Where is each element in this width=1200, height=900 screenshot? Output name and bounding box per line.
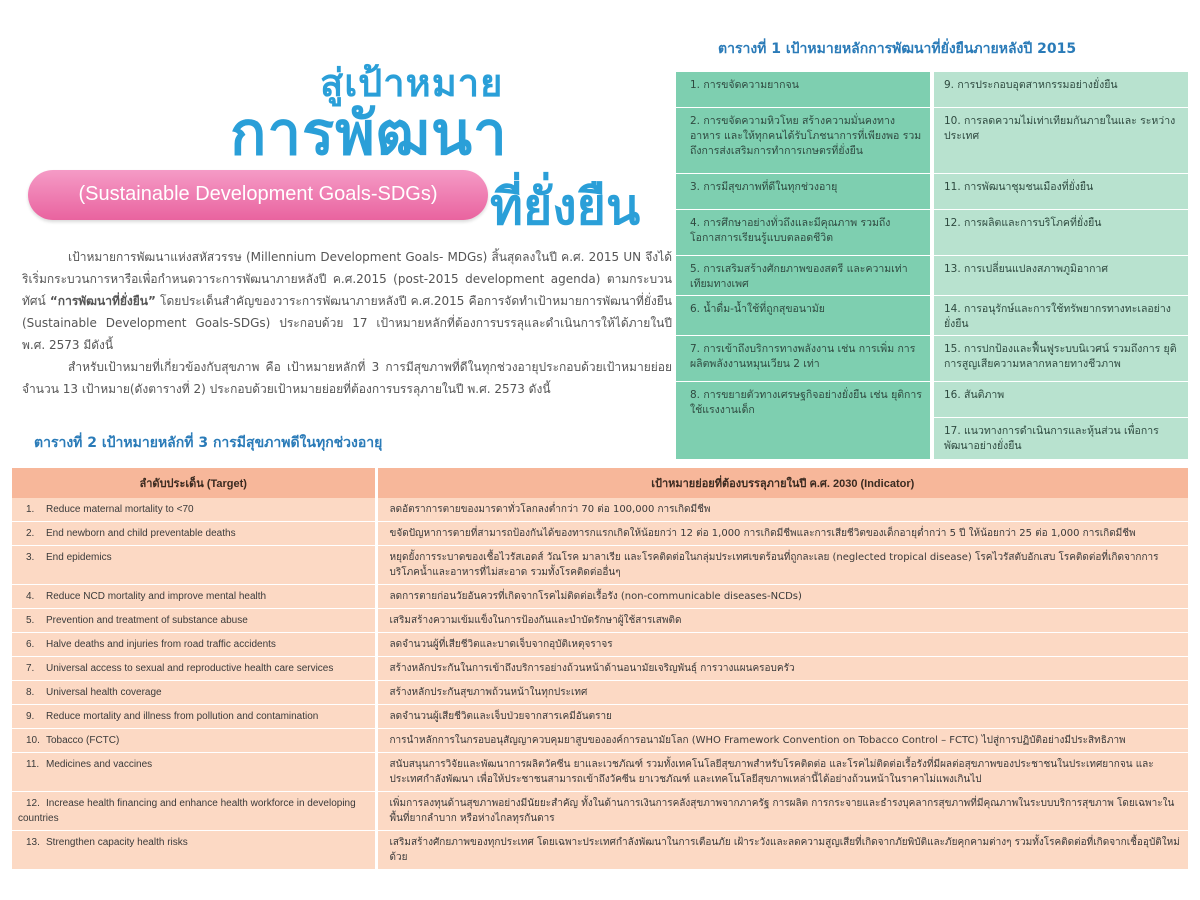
target-text: Universal health coverage xyxy=(46,687,162,698)
table-row xyxy=(12,729,1188,753)
table-row xyxy=(12,522,1188,546)
target-number: 6. xyxy=(26,639,35,650)
target-cell xyxy=(12,729,376,753)
target-cell xyxy=(12,681,376,705)
title-line-3: ที่ยั่งยืน xyxy=(490,178,641,236)
indicator-cell: ลดจำนวนผู้เสียชีวิตและเจ็บป่วยจากสารเคมีอันตราย xyxy=(376,705,1188,729)
target-text: End newborn and child preventable deaths xyxy=(46,528,236,539)
goal-cell: 6. น้ำดื่ม-น้ำใช้ที่ถูกสุขอนามัย xyxy=(676,296,930,336)
table1-right-column xyxy=(934,72,1188,460)
indicator-cell: เสริมสร้างศักยภาพของทุกประเทศ โดยเฉพาะประเทศกำลังพัฒนาในการเตือนภัย เฝ้าระวังและลดความสูญเสียที่เกิดจากภัยพิบัติและภัยคุกคามต่างๆ รวมทั้งโรคติดต่อที่เกิดจากเชื้ออุบัติใหม่ด้วย xyxy=(376,831,1188,870)
target-number: 12. xyxy=(26,798,40,809)
target-text: Universal access to sexual and reproductive health care services xyxy=(46,663,334,674)
indicator-cell: ลดอัตราการตายของมารดาทั่วโลกลงต่ำกว่า 70 ต่อ 100,000 การเกิดมีชีพ xyxy=(376,498,1188,522)
table2-health-targets xyxy=(12,468,1188,870)
table-row xyxy=(12,609,1188,633)
intro-paragraph-1 xyxy=(22,246,672,356)
target-cell xyxy=(12,753,376,792)
target-cell xyxy=(12,792,376,831)
target-text: Halve deaths and injuries from road traffic accidents xyxy=(46,639,276,650)
goal-cell: 3. การมีสุขภาพที่ดีในทุกช่วงอายุ xyxy=(676,174,930,210)
goal-cell: 16. สันติภาพ xyxy=(934,382,1188,418)
target-text: Reduce NCD mortality and improve mental health xyxy=(46,591,267,602)
indicator-cell: เพิ่มการลงทุนด้านสุขภาพอย่างมีนัยยะสำคัญ ทั้งในด้านการเงินการคลังสุขภาพจากภาครัฐ การผลิต การกระจายและธำรงบุคลากรสุขภาพที่มีคุณภาพในระบบบริการสุขภาพ โดยเฉพาะในพื้นที่ยากลำบาก หรือห่างไกลทุรกันดาร xyxy=(376,792,1188,831)
target-cell xyxy=(12,585,376,609)
table1-sdg-goals xyxy=(676,72,1188,460)
goal-cell: 1. การขจัดความยากจน xyxy=(676,72,930,108)
target-number: 11. xyxy=(26,759,40,770)
target-cell xyxy=(12,705,376,729)
indicator-cell: สนับสนุนการวิจัยและพัฒนาการผลิตวัคซีน ยาและเวชภัณฑ์ รวมทั้งเทคโนโลยีสุขภาพสำหรับโรคติดต่อ และโรคไม่ติดต่อเรื้อรังที่มีผลต่อสุขภาพของประชาชนในประเทศยากจน และประเทศกำลังพัฒนา เพื่อให้ประชาชนสามารถเข้าถึงวัคซีน ยาเวชภัณฑ์ และเทคโนโลยีสุขภาพเหล่านี้ได้อย่างถ้วนหน้าในราคาไม่แพงเกินไป xyxy=(376,753,1188,792)
goal-cell: 12. การผลิตและการบริโภคที่ยั่งยืน xyxy=(934,210,1188,256)
goal-cell: 14. การอนุรักษ์และการใช้ทรัพยากรทางทะเลอย่างยั่งยืน xyxy=(934,296,1188,336)
target-cell xyxy=(12,609,376,633)
sdgs-pill-banner xyxy=(28,170,488,220)
goal-cell: 9. การประกอบอุตสาหกรรมอย่างยั่งยืน xyxy=(934,72,1188,108)
table2-body xyxy=(12,498,1188,870)
target-cell xyxy=(12,498,376,522)
table-row xyxy=(12,792,1188,831)
target-number: 13. xyxy=(26,837,40,848)
table-row xyxy=(12,546,1188,585)
goal-cell: 4. การศึกษาอย่างทั่วถึงและมีคุณภาพ รวมถึง โอกาสการเรียนรู้แบบตลอดชีวิต xyxy=(676,210,930,256)
target-text: Tobacco (FCTC) xyxy=(46,735,120,746)
table-row xyxy=(12,681,1188,705)
header-target: ลำดับประเด็น (Target) xyxy=(12,468,376,498)
goal-cell: 8. การขยายตัวทางเศรษฐกิจอย่างยั่งยืน เช่น ยุติการใช้แรงงานเด็ก xyxy=(676,382,930,460)
target-text: Reduce maternal mortality to <70 xyxy=(46,504,194,515)
target-cell xyxy=(12,633,376,657)
indicator-cell: ขจัดปัญหาการตายที่สามารถป้องกันได้ของทารกแรกเกิดให้น้อยกว่า 12 ต่อ 1,000 การเกิดมีชีพและการเสียชีวิตของเด็กอายุต่ำกว่า 5 ปี ให้น้อยกว่า 25 ต่อ 1,000 การเกิดมีชีพ xyxy=(376,522,1188,546)
target-number: 9. xyxy=(26,711,35,722)
header-indicator: เป้าหมายย่อยที่ต้องบรรลุภายในปี ค.ศ. 2030 (Indicator) xyxy=(376,468,1188,498)
goal-cell: 13. การเปลี่ยนแปลงสภาพภูมิอากาศ xyxy=(934,256,1188,296)
indicator-cell: ลดจำนวนผู้ที่เสียชีวิตและบาดเจ็บจากอุบัติเหตุจราจร xyxy=(376,633,1188,657)
target-text: Prevention and treatment of substance abuse xyxy=(46,615,248,626)
target-cell xyxy=(12,831,376,870)
goal-cell: 2. การขจัดความหิวโหย สร้างความมั่นคงทางอาหาร และให้ทุกคนได้รับโภชนาการที่เพียงพอ รวมถึงการส่งเสริมการทำการเกษตรที่ยั่งยืน xyxy=(676,108,930,174)
table-row xyxy=(12,498,1188,522)
table2-title: ตารางที่ 2 เป้าหมายหลักที่ 3 การมีสุขภาพดีในทุกช่วงอายุ xyxy=(34,435,383,451)
goal-cell: 5. การเสริมสร้างศักยภาพของสตรี และความเท่าเทียมทางเพศ xyxy=(676,256,930,296)
title-block xyxy=(20,40,680,236)
intro-p1-part-b: โดยประเด็นสำคัญของวาระการพัฒนาภายหลังปี ค.ศ.2015 คือการจัดทำเป้าหมายการพัฒนาที่ยั่งยืน (Sustainable Development Goals-SDGs) ประกอบด้วย 17 เป้าหมายหลักที่ต้องการบรรลุและดำเนินการให้ได้ภายในปี พ.ศ. 2573 มีดังนี้ xyxy=(22,294,672,352)
target-number: 7. xyxy=(26,663,35,674)
intro-p1-part-a: เป้าหมายการพัฒนาแห่งสหัสวรรษ (Millennium Development Goals- MDGs) สิ้นสุดลงในปี ค.ศ. 2015 UN จึงได้ริเริ่มกระบวนการหารือเพื่อกำหนดวาระการพัฒนาภายหลังปี ค.ศ.2015 (post-2015 development agenda) ตามกระบวนทัศน์ xyxy=(22,250,672,308)
target-text: Medicines and vaccines xyxy=(46,759,153,770)
indicator-cell: เสริมสร้างความเข้มแข็งในการป้องกันและบำบัดรักษาผู้ใช้สารเสพติด xyxy=(376,609,1188,633)
target-text: End epidemics xyxy=(46,552,112,563)
indicator-cell: สร้างหลักประกันในการเข้าถึงบริการอย่างถ้วนหน้าด้านอนามัยเจริญพันธุ์ การวางแผนครอบครัว xyxy=(376,657,1188,681)
goal-cell: 17. แนวทางการดำเนินการและหุ้นส่วน เพื่อการพัฒนาอย่างยั่งยืน xyxy=(934,418,1188,460)
target-number: 8. xyxy=(26,687,35,698)
target-number: 10. xyxy=(26,735,40,746)
intro-paragraph-2: สำหรับเป้าหมายที่เกี่ยวข้องกับสุขภาพ คือ เป้าหมายหลักที่ 3 การมีสุขภาพที่ดีในทุกช่วงอายุประกอบด้วยเป้าหมายย่อยจำนวน 13 เป้าหมาย(ดังตารางที่ 2) ประกอบด้วยเป้าหมายย่อยที่ต้องการบรรลุภายในปี พ.ศ. 2573 ดังนี้ xyxy=(22,360,672,396)
goal-cell: 7. การเข้าถึงบริการทางพลังงาน เช่น การเพิ่ม การผลิตพลังงานหมุนเวียน 2 เท่า xyxy=(676,336,930,382)
table-row xyxy=(12,753,1188,792)
indicator-cell: สร้างหลักประกันสุขภาพถ้วนหน้าในทุกประเทศ xyxy=(376,681,1188,705)
target-text: Strengthen capacity health risks xyxy=(46,837,188,848)
target-cell xyxy=(12,522,376,546)
table-row xyxy=(12,585,1188,609)
table-row xyxy=(12,705,1188,729)
target-number: 4. xyxy=(26,591,35,602)
target-number: 2. xyxy=(26,528,35,539)
sdgs-pill-text: (Sustainable Development Goals-SDGs) xyxy=(78,183,438,205)
title-line-1: สู่เป้าหมาย xyxy=(320,61,504,105)
table1-left-column xyxy=(676,72,930,460)
indicator-cell: หยุดยั้งการระบาดของเชื้อไวรัสเอดส์ วัณโรค มาลาเรีย และโรคติดต่อในกลุ่มประเทศเขตร้อนที่ถูกละเลย (neglected tropical disease) โรคไวรัสตับอักเสบ โรคติดต่อที่เกิดจากการบริโภคน้ำและอาหารที่ไม่สะอาด รวมทั้งโรคติดต่ออื่นๆ xyxy=(376,546,1188,585)
target-cell xyxy=(12,657,376,681)
intro-text xyxy=(22,246,672,400)
goal-cell: 11. การพัฒนาชุมชนเมืองที่ยั่งยืน xyxy=(934,174,1188,210)
target-cell xyxy=(12,546,376,585)
indicator-cell: การนำหลักการในกรอบอนุสัญญาควบคุมยาสูบขององค์การอนามัยโลก (WHO Framework Convention on Tobacco Control – FCTC) ไปสู่การปฏิบัติอย่างมีประสิทธิภาพ xyxy=(376,729,1188,753)
target-number: 3. xyxy=(26,552,35,563)
target-number: 5. xyxy=(26,615,35,626)
intro-p1-bold: “การพัฒนาที่ยั่งยืน” xyxy=(49,294,156,308)
title-line-2: การพัฒนา xyxy=(230,99,508,169)
table-row xyxy=(12,633,1188,657)
table-row xyxy=(12,657,1188,681)
table1-title: ตารางที่ 1 เป้าหมายหลักการพัฒนาที่ยั่งยืนภายหลังปี 2015 xyxy=(718,41,1077,57)
target-number: 1. xyxy=(26,504,35,515)
target-text: Reduce mortality and illness from pollution and contamination xyxy=(46,711,319,722)
table2-header-row xyxy=(12,468,1188,498)
indicator-cell: ลดการตายก่อนวัยอันควรที่เกิดจากโรคไม่ติดต่อเรื้อรัง (non-communicable diseases-NCDs) xyxy=(376,585,1188,609)
table-row xyxy=(12,831,1188,870)
target-text: Increase health financing and enhance health workforce in developing countries xyxy=(18,798,356,824)
goal-cell: 15. การปกป้องและฟื้นฟูระบบนิเวศน์ รวมถึงการ ยุติการสูญเสียความหลากหลายทางชีวภาพ xyxy=(934,336,1188,382)
goal-cell: 10. การลดความไม่เท่าเทียมกันภายในและ ระหว่างประเทศ xyxy=(934,108,1188,174)
